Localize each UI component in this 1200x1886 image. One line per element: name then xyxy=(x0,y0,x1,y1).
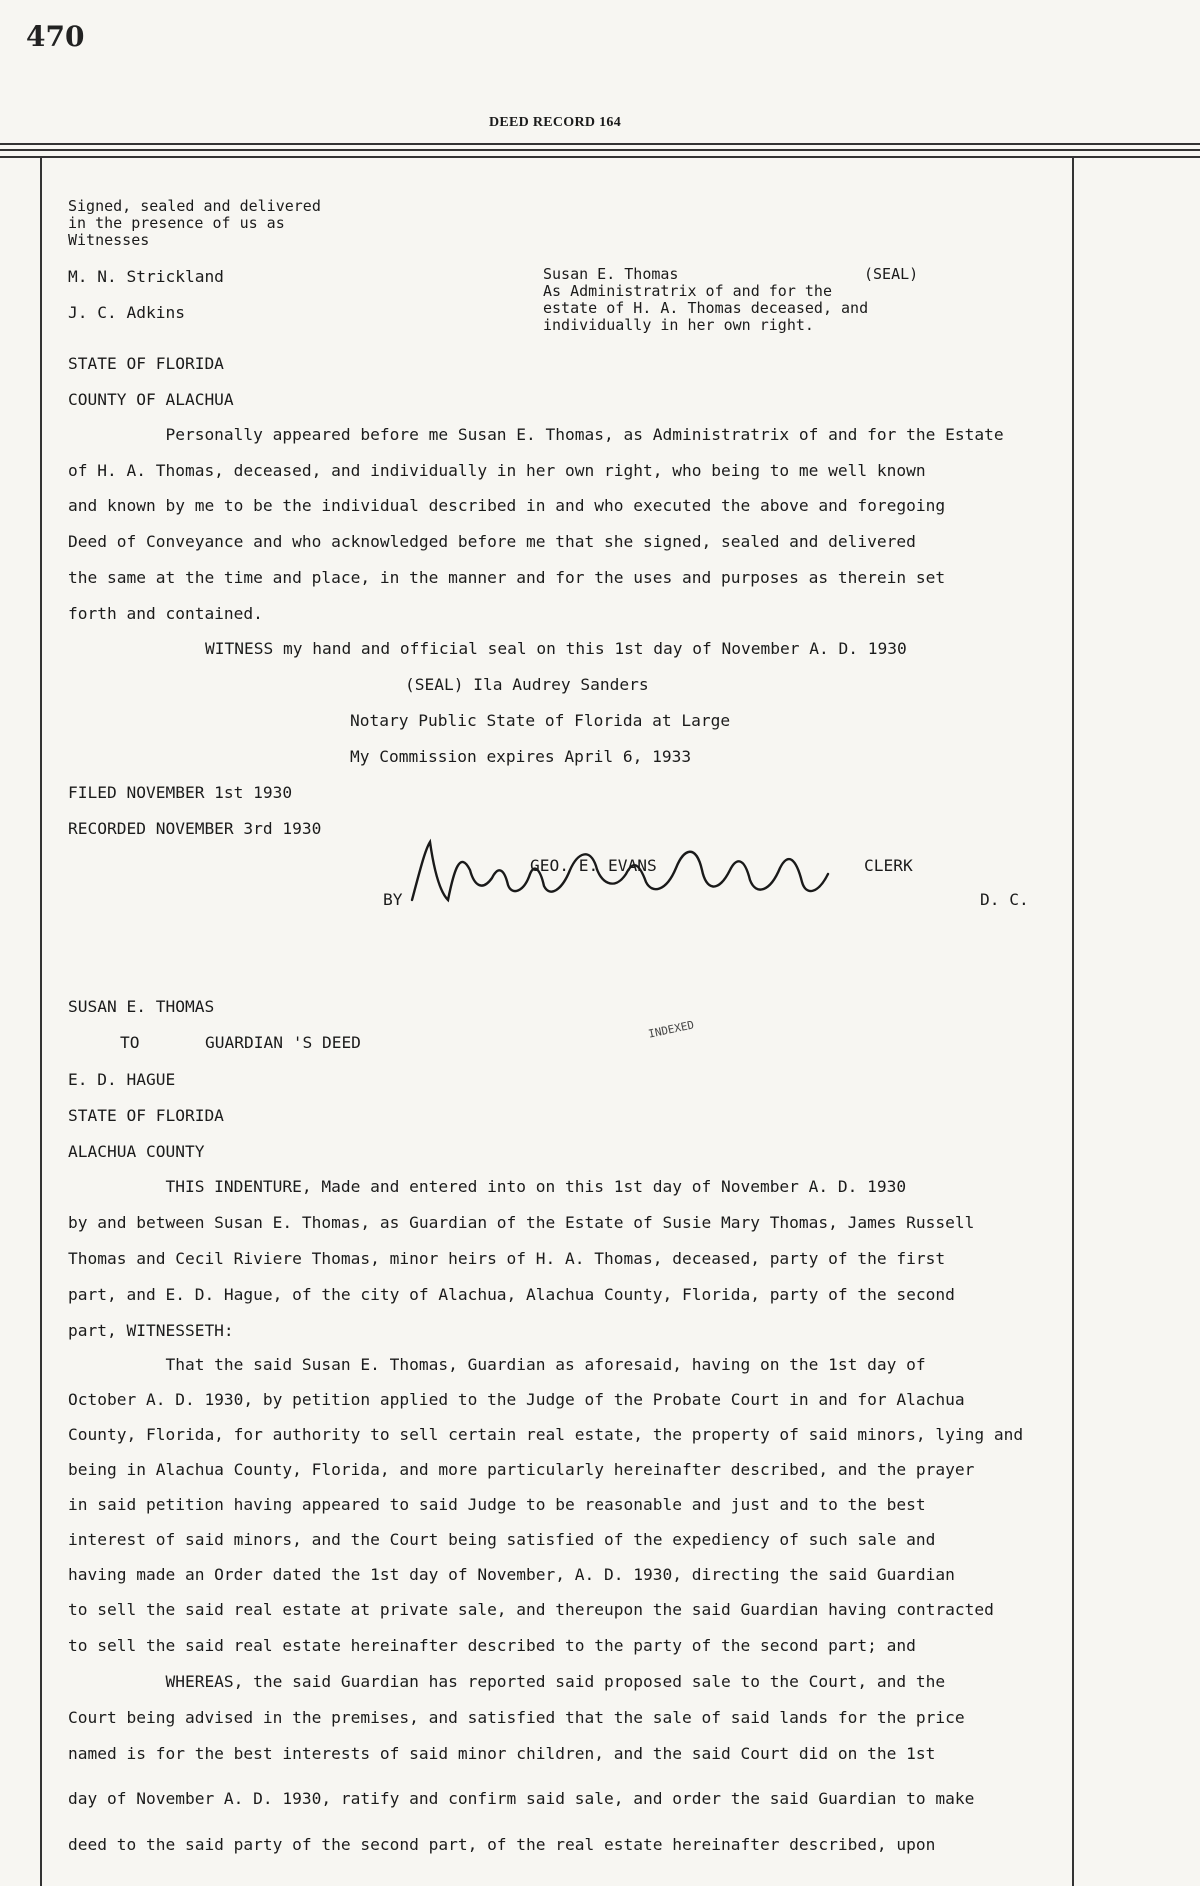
deed-body-line: having made an Order dated the 1st day of November, A. D. 1930, directing the said Guardian xyxy=(68,1565,955,1584)
deed-body-line: by and between Susan E. Thomas, as Guardian of the Estate of Susie Mary Thomas, James Russell xyxy=(68,1213,975,1232)
deed-body-line: WHEREAS, the said Guardian has reported said proposed sale to the Court, and the xyxy=(68,1672,946,1691)
header-rule-top xyxy=(0,143,1200,145)
header-rule-mid xyxy=(0,149,1200,151)
witness-name: M. N. Strickland xyxy=(68,267,224,286)
ack-paragraph-line: the same at the time and place, in the manner and for the uses and purposes as therein set xyxy=(68,568,946,587)
witness-name: J. C. Adkins xyxy=(68,303,185,322)
deed-body-line: to sell the said real estate at private sale, and thereupon the said Guardian having contracted xyxy=(68,1600,994,1619)
clerk-title: CLERK xyxy=(864,856,913,875)
witness-block-line: Signed, sealed and delivered xyxy=(68,197,321,215)
notary-name: (SEAL) Ila Audrey Sanders xyxy=(405,675,649,694)
ack-paragraph-line: and known by me to be the individual described in and who executed the above and foregoing xyxy=(68,496,946,515)
handwritten-signature xyxy=(400,830,840,920)
witness-block-line: in the presence of us as xyxy=(68,214,285,232)
deputy-clerk-label: D. C. xyxy=(980,890,1029,909)
filed-date: FILED NOVEMBER 1st 1930 xyxy=(68,783,293,802)
ack-paragraph-line: forth and contained. xyxy=(68,604,263,623)
deed-body-line: to sell the said real estate hereinafter described to the party of the second part; and xyxy=(68,1636,916,1655)
deed-to: TO xyxy=(120,1033,140,1052)
notary-title: Notary Public State of Florida at Large xyxy=(350,711,731,730)
header-rule-bottom xyxy=(0,156,1200,158)
deed-body-line: THIS INDENTURE, Made and entered into on this 1st day of November A. D. 1930 xyxy=(68,1177,907,1196)
page-header: DEED RECORD 164 xyxy=(488,115,622,130)
ack-witness-line: WITNESS my hand and official seal on this 1st day of November A. D. 1930 xyxy=(205,639,907,658)
deed-body-line: Thomas and Cecil Riviere Thomas, minor heirs of H. A. Thomas, deceased, party of the first xyxy=(68,1249,946,1268)
deed-body-line: deed to the said party of the second part, of the real estate hereinafter described, upon xyxy=(68,1835,936,1854)
deed-body-line: part, WITNESSETH: xyxy=(68,1321,234,1340)
recorded-date: RECORDED NOVEMBER 3rd 1930 xyxy=(68,819,322,838)
ack-paragraph-line: of H. A. Thomas, deceased, and individually in her own right, who being to me well known xyxy=(68,461,926,480)
deed-body-line: in said petition having appeared to said Judge to be reasonable and just and to the best xyxy=(68,1495,926,1514)
deed-body-line: part, and E. D. Hague, of the city of Alachua, Alachua County, Florida, party of the second xyxy=(68,1285,955,1304)
grantor-seal: (SEAL) xyxy=(864,265,919,283)
deed-body-line: named is for the best interests of said minor children, and the said Court did on the 1st xyxy=(68,1744,936,1763)
grantor-capacity-line: As Administratrix of and for the xyxy=(543,282,832,300)
ack-paragraph-line: Personally appeared before me Susan E. Thomas, as Administratrix of and for the Estate xyxy=(68,425,1004,444)
deed-body-line: interest of said minors, and the Court being satisfied of the expediency of such sale and xyxy=(68,1530,936,1549)
deed-state: STATE OF FLORIDA xyxy=(68,1106,224,1125)
ack-state: STATE OF FLORIDA xyxy=(68,354,224,373)
grantor-name: Susan E. Thomas xyxy=(543,265,679,283)
by-label: BY xyxy=(383,890,403,909)
deed-body-line: being in Alachua County, Florida, and more particularly hereinafter described, and the prayer xyxy=(68,1460,975,1479)
ack-paragraph-line: Deed of Conveyance and who acknowledged before me that she signed, sealed and delivered xyxy=(68,532,916,551)
deed-type: GUARDIAN 'S DEED xyxy=(205,1033,361,1052)
clerk-name: GEO. E. EVANS xyxy=(530,856,657,875)
deed-body-line: October A. D. 1930, by petition applied to the Judge of the Probate Court in and for Alachua xyxy=(68,1390,965,1409)
page-number: 470 xyxy=(26,20,85,53)
indexed-stamp: INDEXED xyxy=(647,1018,696,1041)
grantor-capacity-line: individually in her own right. xyxy=(543,316,814,334)
deed-party-first: SUSAN E. THOMAS xyxy=(68,997,215,1016)
deed-body-line: That the said Susan E. Thomas, Guardian as aforesaid, having on the 1st day of xyxy=(68,1355,926,1374)
deed-body-line: Court being advised in the premises, and satisfied that the sale of said lands for the price xyxy=(68,1708,965,1727)
notary-commission: My Commission expires April 6, 1933 xyxy=(350,747,692,766)
right-margin-line xyxy=(1072,158,1074,1886)
grantor-capacity-line: estate of H. A. Thomas deceased, and xyxy=(543,299,869,317)
deed-body-line: County, Florida, for authority to sell certain real estate, the property of said minors, lying and xyxy=(68,1425,1024,1444)
ack-county: COUNTY OF ALACHUA xyxy=(68,390,234,409)
deed-party-second: E. D. HAGUE xyxy=(68,1070,176,1089)
deed-county: ALACHUA COUNTY xyxy=(68,1142,205,1161)
deed-body-line: day of November A. D. 1930, ratify and confirm said sale, and order the said Guardian to make xyxy=(68,1789,975,1808)
witness-block-line: Witnesses xyxy=(68,231,150,249)
left-margin-line xyxy=(40,158,42,1886)
